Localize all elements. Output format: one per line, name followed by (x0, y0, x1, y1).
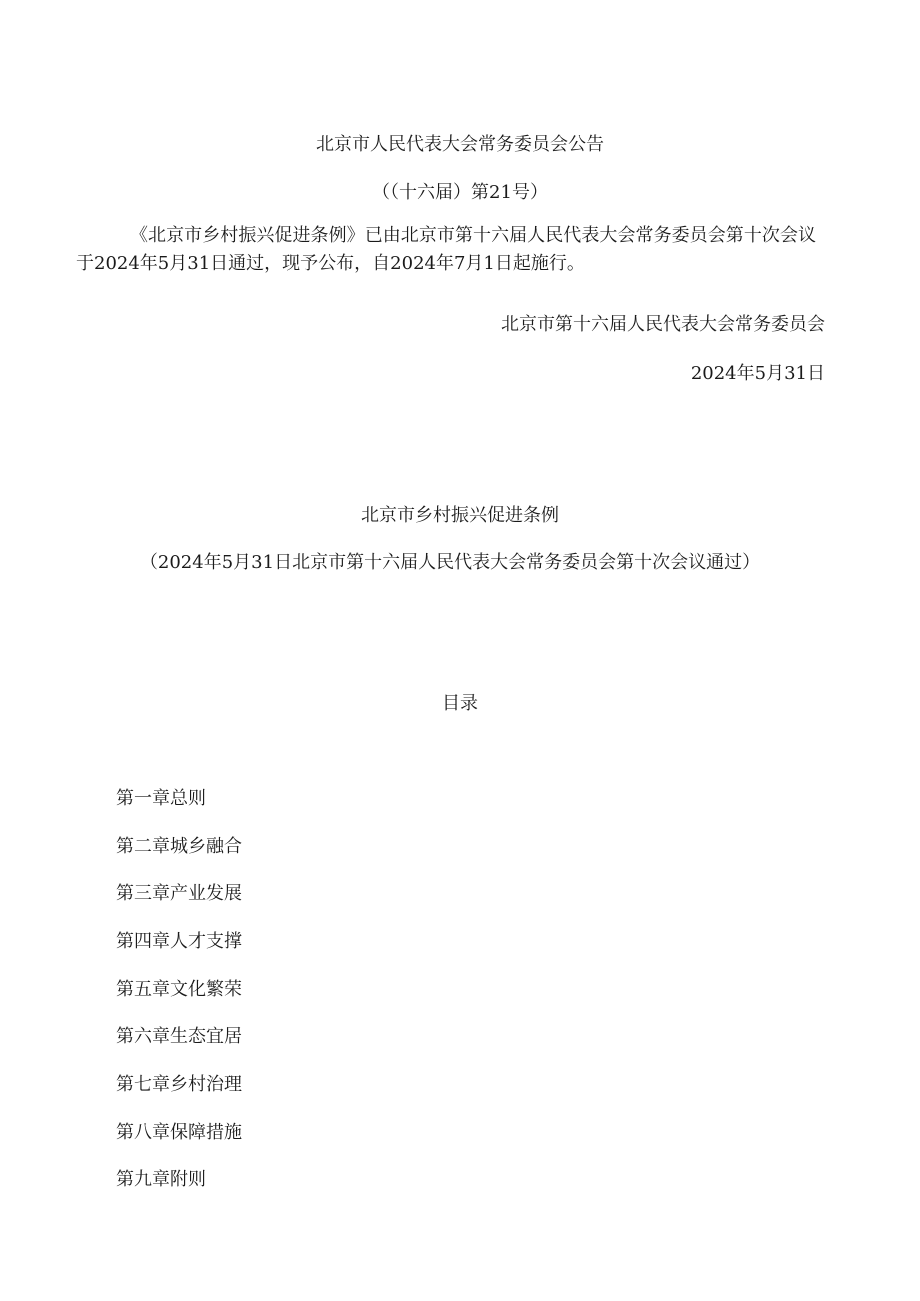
toc-item: 第二章城乡融合 (116, 836, 242, 857)
announcement-date: 2024年5月31日 (690, 363, 825, 384)
announcement-issuer: 北京市第十六届人民代表大会常务委员会 (501, 314, 825, 335)
announcement-title: 北京市人民代表大会常务委员会公告 (316, 134, 604, 155)
toc-item: 第四章人才支撑 (116, 931, 242, 952)
toc-item: 第六章生态宜居 (116, 1026, 242, 1047)
toc-item: 第五章文化繁荣 (116, 979, 242, 1000)
regulation-adoption-note: （2024年5月31日北京市第十六届人民代表大会常务委员会第十次会议通过） (139, 552, 761, 573)
toc-item: 第三章产业发展 (116, 883, 242, 904)
announcement-number: （（十六届）第21号） (372, 182, 548, 203)
regulation-title: 北京市乡村振兴促进条例 (361, 505, 559, 526)
announcement-body: 《北京市乡村振兴促进条例》已由北京市第十六届人民代表大会常务委员会第十次会议于2024年5月31日通过，现予公布，自2024年7月1日起施行。 (76, 225, 816, 274)
toc-item: 第一章总则 (116, 788, 206, 809)
toc-heading: 目录 (442, 693, 478, 714)
toc-item: 第八章保障措施 (116, 1122, 242, 1143)
toc-item: 第九章附则 (116, 1169, 206, 1190)
toc-item: 第七章乡村治理 (116, 1074, 242, 1095)
